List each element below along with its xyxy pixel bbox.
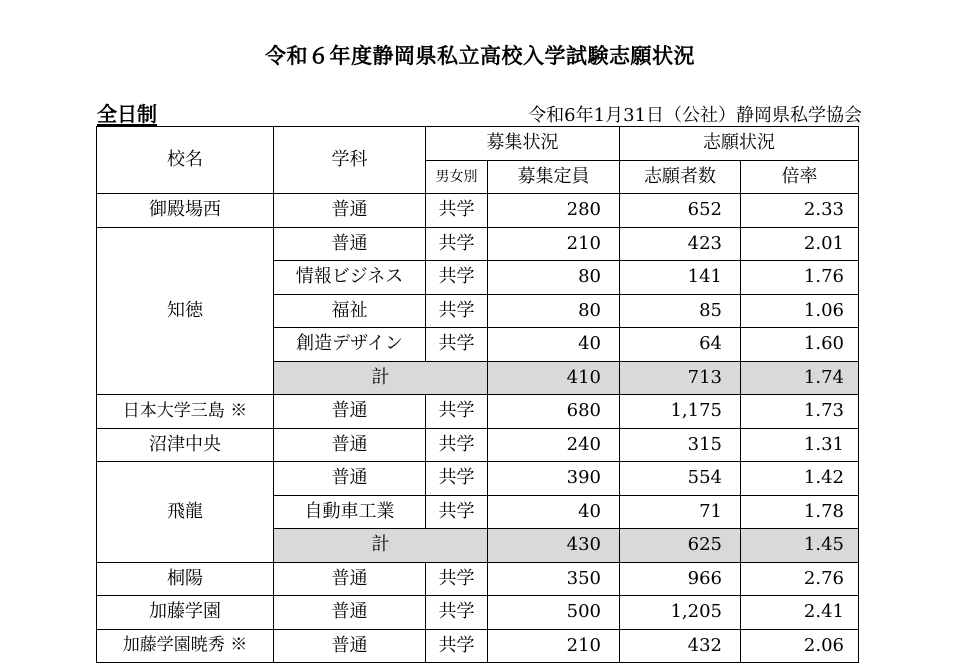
applicants-cell: 625: [620, 529, 741, 563]
gender-cell: 共学: [426, 462, 488, 496]
ratio-cell: 1.78: [741, 495, 859, 529]
header-ratio: 倍率: [741, 160, 859, 194]
applicants-cell: 713: [620, 361, 741, 395]
quota-cell: 40: [488, 328, 620, 362]
document-title: 令和６年度静岡県私立高校入学試験志願状況: [265, 44, 695, 68]
ratio-cell: 1.45: [741, 529, 859, 563]
course-name: 普通: [274, 395, 426, 429]
source-note: 令和6年1月31日（公社）静岡県私学協会: [528, 105, 862, 126]
quota-cell: 680: [488, 395, 620, 429]
applicants-cell: 966: [620, 562, 741, 596]
table-row: [97, 562, 859, 596]
applications-table: [96, 126, 859, 663]
course-name: 福祉: [274, 294, 426, 328]
quota-cell: 240: [488, 428, 620, 462]
header-quota: 募集定員: [488, 160, 620, 194]
course-name: 普通: [274, 629, 426, 663]
applicants-cell: 423: [620, 227, 741, 261]
ratio-cell: 2.76: [741, 562, 859, 596]
applicants-cell: 554: [620, 462, 741, 496]
table-row: [97, 227, 859, 261]
ratio-cell: 1.31: [741, 428, 859, 462]
school-name: 加藤学園: [97, 596, 274, 630]
header-applicants: 志願者数: [620, 160, 741, 194]
table-row: [97, 462, 859, 496]
quota-cell: 430: [488, 529, 620, 563]
ratio-cell: 2.33: [741, 194, 859, 228]
applicants-cell: 315: [620, 428, 741, 462]
ratio-cell: 1.74: [741, 361, 859, 395]
course-name: 普通: [274, 596, 426, 630]
applicants-cell: 141: [620, 261, 741, 295]
gender-cell: 共学: [426, 495, 488, 529]
header-course: 学科: [274, 127, 426, 194]
gender-cell: 共学: [426, 227, 488, 261]
ratio-cell: 2.41: [741, 596, 859, 630]
ratio-cell: 1.60: [741, 328, 859, 362]
school-name: 沼津中央: [97, 428, 274, 462]
school-name: 飛龍: [97, 462, 274, 563]
quota-cell: 210: [488, 629, 620, 663]
gender-cell: 共学: [426, 261, 488, 295]
applicants-cell: 64: [620, 328, 741, 362]
gender-cell: 共学: [426, 294, 488, 328]
header-recruit-group: 募集状況: [426, 127, 620, 161]
table-row: [97, 194, 859, 228]
course-name: 創造デザイン: [274, 328, 426, 362]
quota-cell: 210: [488, 227, 620, 261]
quota-cell: 410: [488, 361, 620, 395]
gender-cell: 共学: [426, 395, 488, 429]
ratio-cell: 1.06: [741, 294, 859, 328]
gender-cell: 共学: [426, 194, 488, 228]
school-name: 御殿場西: [97, 194, 274, 228]
quota-cell: 80: [488, 261, 620, 295]
gender-cell: 共学: [426, 596, 488, 630]
gender-cell: 共学: [426, 629, 488, 663]
subtotal-label: 計: [274, 361, 488, 395]
ratio-cell: 2.01: [741, 227, 859, 261]
ratio-cell: 1.76: [741, 261, 859, 295]
course-name: 自動車工業: [274, 495, 426, 529]
course-name: 普通: [274, 428, 426, 462]
header-school: 校名: [97, 127, 274, 194]
quota-cell: 350: [488, 562, 620, 596]
header-gender: 男女別: [426, 160, 488, 194]
table-row: [97, 629, 859, 663]
quota-cell: 390: [488, 462, 620, 496]
quota-cell: 80: [488, 294, 620, 328]
section-label: 全日制: [97, 102, 157, 126]
applicants-cell: 652: [620, 194, 741, 228]
table-row: [97, 428, 859, 462]
course-name: 普通: [274, 227, 426, 261]
ratio-cell: 1.42: [741, 462, 859, 496]
header-applicant-group: 志願状況: [620, 127, 859, 161]
quota-cell: 280: [488, 194, 620, 228]
table-row: [97, 395, 859, 429]
quota-cell: 500: [488, 596, 620, 630]
ratio-cell: 1.73: [741, 395, 859, 429]
applicants-cell: 1,205: [620, 596, 741, 630]
school-name: 知徳: [97, 227, 274, 395]
header-row-1: [97, 127, 859, 161]
table-row: [97, 596, 859, 630]
course-name: 普通: [274, 194, 426, 228]
ratio-cell: 2.06: [741, 629, 859, 663]
applicants-cell: 432: [620, 629, 741, 663]
course-name: 普通: [274, 462, 426, 496]
subtotal-label: 計: [274, 529, 488, 563]
gender-cell: 共学: [426, 328, 488, 362]
applicants-cell: 1,175: [620, 395, 741, 429]
gender-cell: 共学: [426, 428, 488, 462]
gender-cell: 共学: [426, 562, 488, 596]
school-name: 桐陽: [97, 562, 274, 596]
school-name: 加藤学園暁秀 ※: [97, 629, 274, 663]
applicants-cell: 85: [620, 294, 741, 328]
quota-cell: 40: [488, 495, 620, 529]
course-name: 普通: [274, 562, 426, 596]
school-name: 日本大学三島 ※: [97, 395, 274, 429]
applicants-cell: 71: [620, 495, 741, 529]
course-name: 情報ビジネス: [274, 261, 426, 295]
